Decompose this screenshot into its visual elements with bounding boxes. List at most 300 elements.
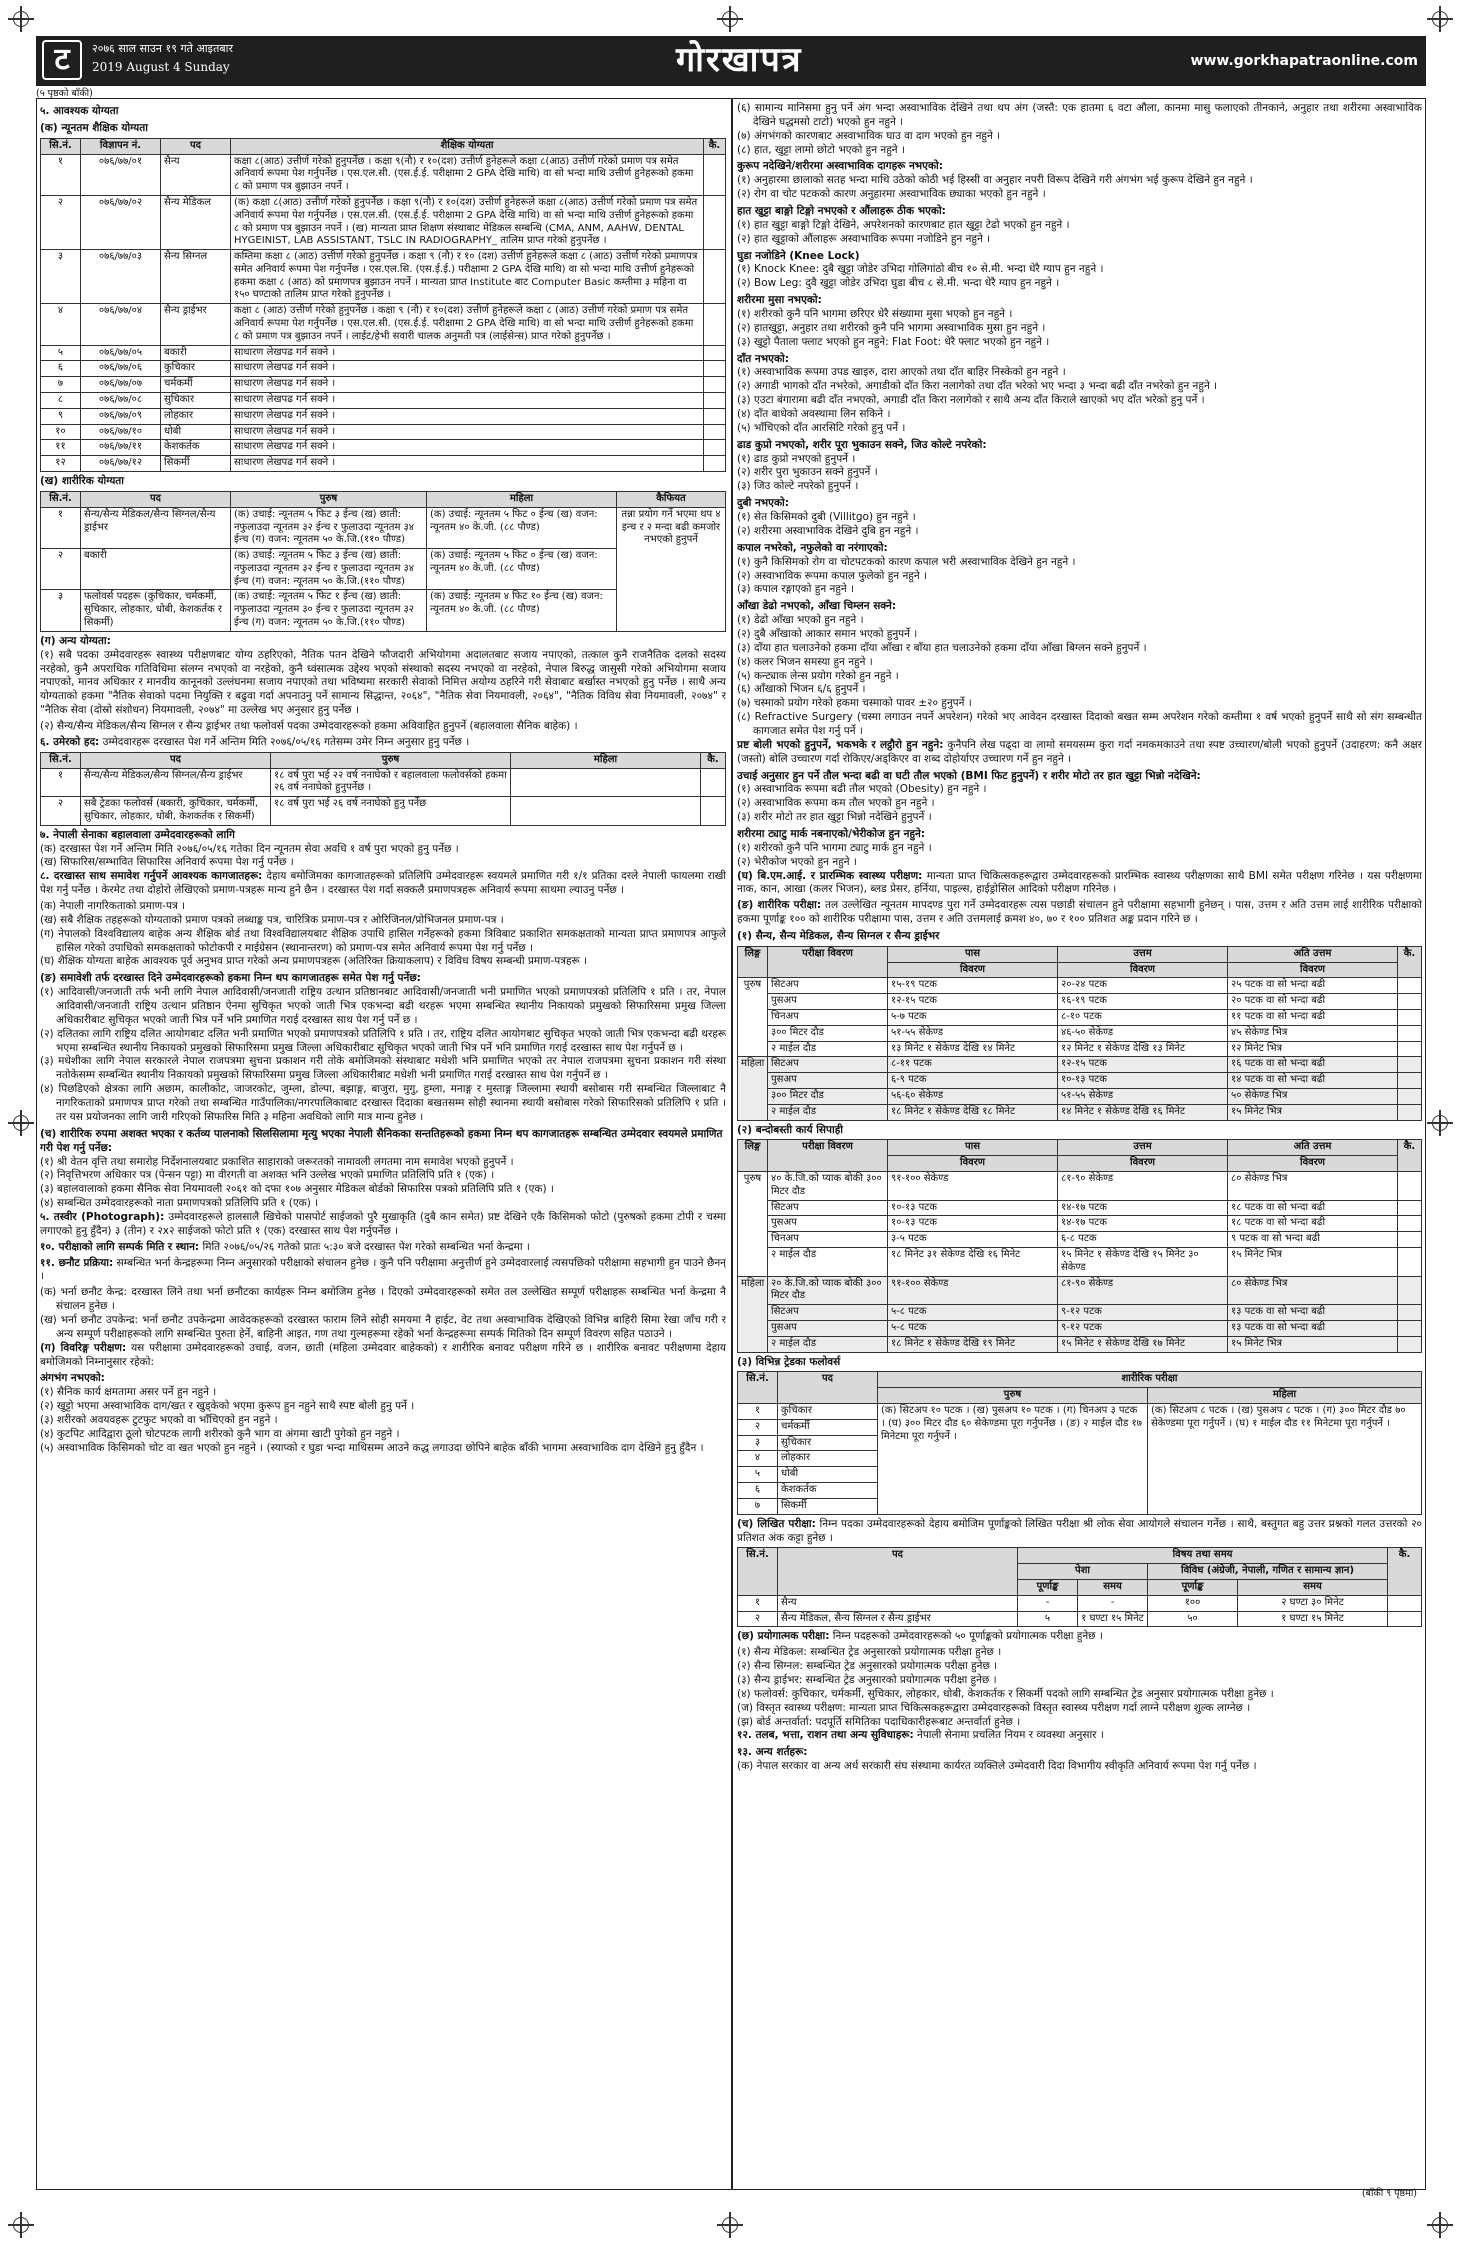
table-row [738,1200,1422,1216]
other-qualifications-text: (१) सबै पदका उम्मेदवारहरू स्वास्थ्य परीक्षणबाट योग्य ठहरिएको, नैतिक पतन देखिने फौजदारी अभियोगमा अदालतबाट सजाय नपाएको, तत्काल कुनै राजनैतिक दलको सदस्य नरहेको, कुनै अपराधिक गतिविधिमा संलग्न नभएको वा नरहेको, कुनै ध्वंसात्मक उद्देश्य भएको संस्थाको सदस्य नभएको वा नरहेको, नेपाल बिरुद्ध जासुसी गरेको अभियोगमा सजाय नपाएको, मानव अधिकार र मानवीय कानूनको उल्लंघनमा सजाय नपाएको तथा भविष्यमा सरकारी सेवाको निमित्त अयोग्य ठहरिने गरी सेवाबाट बर्खास्त नभएको हुनु पर्नेछ । साथै अन्य योग्यताको हकमा "नैतिक सेवाको पदमा नियुक्ति र बढुवा गर्दा अपनाउनु पर्ने सामान्य सिद्धान्त, २०६४", "नैतिक सेवा नियमावली, २०६४", "नैतिक विविध सेवा नियमावली, २०७४" र "नैतिक सेवा (दोस्रो संशोधन) नियमावली, २०७४" मा उल्लेख भए अनुसार हुनु पर्नेछ । [40,648,726,717]
list-item: (झ) बोर्ड अन्तर्वार्ता: पदपूर्ति समितिका पदाधिकारीहरूबाट अन्तर्वार्ता हुनेछ । [737,1715,1021,1728]
table-cell: सैन्य सिग्नल [161,250,231,304]
table-cell: ५१-५५ सेकेण्ड [888,1025,1058,1041]
table-cell: ३ [41,250,81,304]
table-cell: ४० के.जि.को प्याक बोकी ३०० मिटर दौड [768,1172,888,1201]
continued-note: (५ पृष्ठको बाँकी) [36,88,93,99]
table-cell: १३ पटक वा सो भन्दा बढी [1228,1305,1398,1321]
column-header: परीक्षा विवरण [768,946,888,978]
table-cell: १८ वर्ष पुरा भई २२ वर्ष ननाघेको र बहालवाला फलोवर्सको हकमा २६ वर्ष ननाघेको हुनुपर्नेछ । [271,768,511,797]
table-cell: ०७६/७७/११ [81,440,161,456]
table-cell: सैन्य मेडिकल [161,195,231,249]
list-item: (१) सेत किसिमको दुबी (Villitgo) हुन नहुने । [737,511,916,524]
table-cell: २ माईल दौड [768,1041,888,1057]
section-heading: दुबी नभएको: [737,497,789,510]
table-cell: ०७६/७७/१२ [81,456,161,472]
column-header: उत्तम [1058,946,1228,962]
section-heading: (३) विभिन्न ट्रेडका फलोवर्स [737,1355,841,1368]
table-cell: ६-९ पटक [888,1073,1058,1089]
table-cell: सबै ट्रेडका फलोवर्स (बकारी, कुचिकार, चर्मकर्मी, सुचिकार, लोहकार, धोबी, केशकर्तक र सिकर्मी) [81,797,271,826]
table-row [41,195,726,249]
table-cell: ३०० मिटर दौड [768,1025,888,1041]
column-header: पास [888,1140,1058,1156]
table-cell: - [1078,1595,1148,1611]
table-cell: पुसअप [768,1216,888,1232]
table-row [41,377,726,393]
table-cell: १ [41,154,81,195]
physical-qualification-table [40,491,726,632]
list-item: (३) शरीरको अवयवहरू टुटफुट भएको वा भाँचिएको हुन नहुने । [40,1413,278,1426]
table-cell: ५ [738,1467,778,1483]
table-cell: १८ मिनेट १ सेकेण्ड देखि १९ मिनेट [888,1336,1058,1352]
table-row [738,994,1422,1010]
list-item: (५) भाँचिएको दाँत आरसिटि गरेको हुनु पर्ने । [737,421,906,434]
table-cell: २० पटक वा सो भन्दा बढी [1228,994,1398,1010]
list-item: (क) नेपाली नागरिकताको प्रमाण-पत्र । [40,900,186,913]
table-cell: ०७६/७७/०५ [81,345,161,361]
list-item: (३) शरीर मोटो तर हात खुट्टा भिन्नो नदेखिने हुनुपर्ने । [737,811,932,824]
section-heading: हात खुट्टा बाङ्गो टिङ्गो नभएको र औंलाहरू ठीक भएको: [737,205,946,218]
list-item: (१) श्री वेतन वृत्ति तथा समारोह निर्देशनालयबाट प्रकाशित साहाराको जरूरतको नामावली लगतमा नाम समावेश भएको हुनुपर्ने । [40,1155,514,1168]
column-subheader: विवरण [1058,962,1228,978]
list-item: (३) सैन्य ड्राईभर: सम्बन्धित ट्रेड अनुसारको प्रयोगात्मक परीक्षा हुनेछ । [737,1673,997,1686]
female-test-cell: (क) सिटअप ८ पटक । (ख) पुसअप ८ पटक । (ग) ३०० मिटर दौड ७० सेकेण्डमा पूरा गर्नुपर्ने । (घ) १ माईल दौड ११ मिनेटमा पूरा गर्नुपर्ने । [1148,1404,1422,1515]
screening-text: यस परीक्षामा उम्मेदवारहरूको उचाई, वजन, छाती (महिला उम्मेदवार बाहेकको) र शारीरिक बनावट परीक्षण गरिने छ । शारीरिक बनावट परीक्षणमा देहाय बमोजिमको निम्नानुसार रहेको: [40,1341,726,1368]
table-cell: ७ [41,377,81,393]
section-heading: दाँत नभएको: [737,352,789,365]
table-row [41,440,726,456]
list-item: (२) खुट्टो भएमा अस्वाभाविक दाग/खत र खुड्केको भएमा कुरूप हुन नहुने साथै स्पष्ट बोली हुनु पर्ने । [40,1400,415,1413]
table-cell: फलोवर्स पदहरू (कुचिकार, चर्मकर्मी, सुचिकार, लोहकार, धोबी, केशकर्तक र सिकर्मी) [81,590,231,631]
physical-exam-text: तल उल्लेखित न्यूनतम मापदण्ड पुरा गर्ने उम्मेदवारहरू त्यस पछाडी संचालन हुने परीक्षामा सहभागी हुनेछन् । पास, उत्तम र अति उत्तम लाई शारीरिक परीक्षाको हकमा पूर्णाङ्क १०० को शारीरिक परीक्षामा पास, उत्तम र अति उत्तमलाई क्रमश ४०, ७० र १०० प्रतिशत अङ्क प्रदान गरिने छ । [737,899,1422,926]
table-cell: १ [738,1595,778,1611]
section-heading: (ङ) समावेशी तर्फ दरखास्त दिने उम्मेदवारहरूको हकमा निम्न थप कागजातहरू समेत पेश गर्नु पर्नेछ: [40,972,421,985]
section-heading: १२. तलब, भत्ता, राशन तथा अन्य सुविधाहरू: [737,1729,914,1742]
section-heading: अंगभंग नभएको: [40,1372,105,1385]
column-header: सि.नं. [41,138,81,154]
table-cell: (क) उचाई: न्यूनतम ४ फिट १० ईन्च (ख) वजन: न्यूनतम ४० के.जी. (८८ पौण्ड) [427,590,617,631]
table-cell [1398,978,1422,994]
table-cell: ९-१२ पटक [1058,1321,1228,1337]
table-cell [704,250,726,304]
table-cell [1398,994,1422,1010]
table-row [738,1216,1422,1232]
column-header: कै. [701,752,726,768]
table-cell: १४-१७ पटक [1058,1216,1228,1232]
list-item: (ख) सिफारिस/सम्भावित सिफारिस अनिवार्य रूपमा पेश गर्नु पर्नेछ । [40,856,294,869]
table-cell: ८० सेकेण्ड भित्र [1228,1172,1398,1201]
newspaper-title: गोरखापत्र [676,40,803,80]
table-cell: २ [41,549,81,590]
table-cell [1398,1232,1422,1248]
table-cell: ५० सेकेण्ड भित्र [1228,1089,1398,1105]
column-header: सि.नं. [738,1372,778,1404]
table-cell: कम्तिमा कक्षा ८ (आठ) उत्तीर्ण गरेको हुनुपर्नेछ । कक्षा ९ (नौ) र १० (दश) उत्तीर्ण हुनेहरूले कक्षा ८ (आठ) उत्तीर्ण गरेको प्रमाणपत्र समेत अनिवार्य रूपमा पेश गर्नुपर्नेछ । एस.एल.सि. (एस.ई.ई.) परीक्षामा 2 GPA देखि माथि) वा सो भन्दा माथि उत्तीर्ण हुनेहरूको हकमा कक्षा ८ (आठ) को प्रमाणपत्र बुझाउन नपर्ने । मान्यता प्राप्त Institute बाट Computer Basic कम्तीमा ३ महिना वा १५० घण्टाको तालिम प्राप्त गरेको हुनुपर्नेछ । [231,250,704,304]
table-cell: ७ [738,1498,778,1514]
list-item: (५) अस्वाभाविक किसिमको चोट वा खत भएको हुन नहुने । (स्याप्को र घुडा भन्दा माथिसम्म आउने कद्ध लगाउदा छोपिने बाहेक बाँकी भागमा अस्वाभाविक दाग देखिने हुनु हुँदैन । [40,1441,704,1454]
table-cell: साधारण लेखपढ गर्न सक्ने । [231,440,704,456]
registration-mark-top-left [8,6,34,32]
table-cell: २ माईल दौड [768,1336,888,1352]
table-cell: १४ पटक वा सो भन्दा बढी [1228,1073,1398,1089]
table-row [738,1073,1422,1089]
table-cell: ६ [738,1483,778,1499]
table-cell: १४ मिनेट १ सेकेण्ड देखि १६ मिनेट [1058,1104,1228,1120]
section-heading: ८. दरखास्त साथ समावेश गर्नुपर्ने आवश्यक कागजातहरू: [40,870,263,883]
table-cell: ५ [41,345,81,361]
table-cell: १८ मिनेट ३१ सेकेण्ड देखि १६ मिनेट [888,1248,1058,1277]
table-cell: कुचिकार [778,1404,878,1420]
column-header: पद [81,752,271,768]
gender-cell: महिला [738,1276,768,1352]
remark-cell: तन्ना प्रयोग गर्ने भएमा थप ४ इन्च र २ मन्दा बढी कमजोर नभएको हुनुपर्ने [617,507,726,631]
table-cell: १३ मिनेट १ सेकेण्ड देखि १४ मिनेट [888,1041,1058,1057]
table-cell [704,195,726,249]
column-header: पद [778,1372,878,1404]
table-cell: ११ [41,440,81,456]
list-item: (३) जिउ कोल्टे नपरेको हुनुपर्ने । [737,480,859,493]
table-cell: लोहकार [161,408,231,424]
list-item: (२) हात खुट्टाको औंलाहरू अस्वाभाविक रूपमा नजोडिने हुन नहुने । [737,232,991,245]
table-cell: १५-१९ पटक [888,978,1058,994]
table-cell: १ [41,768,81,797]
column-header: सि.नं. [738,1548,778,1595]
table-cell: १६-१९ पटक [1058,994,1228,1010]
table-cell: सिटअप [768,1200,888,1216]
table-cell: १६ पटक वा सो भन्दा बढी [1228,1057,1398,1073]
registration-mark-mid-left [8,1110,34,1136]
list-item: (१) Knock Knee: दुबै खुट्टा जोडेर उभिदा गोलिगांठो बीच १० से.मी. भन्दा धेरै ग्याप हुन नहुने । [737,263,1104,276]
column-header: अति उत्तम [1228,1140,1398,1156]
table-cell: बकारी [81,549,231,590]
table-cell: (क) उचाई: न्यूनतम ५ फिट ० ईन्च (ख) वजन: न्यूनतम ४० के.जी. (८८ पौण्ड) [427,549,617,590]
list-item: (६) सामान्य मानिसमा हुनु पर्ने अंग भन्दा अस्वाभाविक देखिने तथा थप अंग (जस्तै: एक हातमा ६ वटा औला, कानमा मासु फलाएको तीनकाने, अनुहार तथा शरीरमा अस्वाभाविक देखिने घद्धमसो टाटो) भएको हुन नहुने । [737,102,1422,128]
table-cell: (क) उचाई: न्यूनतम ५ फिट ३ ईन्च (ख) छाती: नफुलाउदा न्यूनतम ३२ ईन्च र फुलाउदा न्यूनतम ३४ ईन्च (ग) वजन: न्यूनतम ५० के.जि.(११० पौण्ड) [231,549,427,590]
table-row [738,1595,1422,1611]
table-cell: ९ पटक वा सो भन्दा बढी [1228,1232,1398,1248]
column-subheader: विवरण [888,1156,1058,1172]
column-subheader: विवरण [888,962,1058,978]
age-limit-table [40,752,726,826]
table-cell: साधारण लेखपढ गर्न सक्ने । [231,377,704,393]
section-heading: कपाल नभरेको, नफुलेको वा नरंगाएको: [737,541,888,554]
table-row [41,408,726,424]
list-item: (३) कपाल रङ्गाएको हुन नहुने । [737,583,855,596]
table-cell: ८-१० पटक [1058,1010,1228,1026]
column-header: कै. [1398,946,1422,978]
table-cell: ५० [1148,1611,1238,1627]
column-divider [731,98,733,2190]
section-heading: शरीरमा मुसा नभएको: [737,294,822,307]
table-cell [1398,1305,1422,1321]
bmi-exam-text: मान्यता प्राप्त चिकित्सकहरूद्वारा उम्मेदवारहरूको प्रारम्भिक स्वास्थ्य परीक्षणका साथै BMI समेत परीक्षण गरिनेछ । यस परीक्षणमा नाक, कान, आखा (कलर भिजन), ब्लड प्रेसर, हर्निया, पाइल्स, हाईड्रोसिल आदिको परीक्षण गरिनेछ । [737,869,1422,896]
header-row [738,1372,1422,1388]
table-cell [1398,1010,1422,1026]
section-heading: (छ) प्रयोगात्मक परीक्षा: [737,1630,830,1643]
table-cell: ५६-६० सेकेण्ड [888,1089,1058,1105]
list-item: (१) सैन्य मेडिकल: सम्बन्धित ट्रेड अनुसारको प्रयोगात्मक परीक्षा हुनेछ । [737,1646,1002,1659]
table-cell: ८१-९० सेकेण्ड [1058,1276,1228,1305]
column-subheader: विवरण [1228,962,1398,978]
table-cell: साधारण लेखपढ गर्न सक्ने । [231,408,704,424]
list-item: (१) अनुहारमा छालाको सतह भन्दा माथि उठेको कोठी भई हिस्सी वा अनुहार नपरी विरूप देखिने गरी अंगभंग भई कुरूप देखिने हुन नहुने । [737,174,1253,187]
table-cell [1398,1104,1422,1120]
column-subheader: पुरुष [878,1388,1148,1404]
section-heading: ५. तस्वीर (Photograph): [40,1210,165,1223]
column-subheader: विवरण [1058,1156,1228,1172]
table-cell: ३०० मिटर दौड [768,1089,888,1105]
table-cell: १३ पटक वा सो भन्दा बढी [1228,1321,1398,1337]
list-item: (२) दुबै आँखाको आकार समान भएको हुनुपर्ने । [737,627,918,640]
table-row [738,1057,1422,1073]
header-row [738,1548,1422,1564]
table-cell [704,154,726,195]
column-subheader: विवरण [1228,1156,1398,1172]
list-item: (४) कलर भिजन समस्या हुन नहुने । [737,655,873,668]
section-heading: ६. उमेरको हद: [40,735,100,748]
list-item: (४) पिछडिएको क्षेत्रका लागि अछाम, कालीकोट, जाजरकोट, जुम्ला, डोल्पा, बझाङ्ग, बाजुरा, मुगु, हुम्ला, मनाङ्ग र मुस्ताङ्ग जिल्लामा स्थायी बसोबास गरी सम्बन्धित जिल्लाबाट नै नागरिकताको प्रमाणपत्र प्राप्त गरेको तथा सम्बन्धित गाउँपालिका/नगरपालिकाबाट दरखास्त दिदाका बखतसम्म सोही स्थानमा स्थायी बसोबास गरेको सिफारिसको प्रतिलिपि १ प्रति । तर यस प्रयोजनका लागि जारी गरिएको सिफारिस मिति ३ महिना अवधिको लागि मात्र मान्य हुनेछ । [40,1083,726,1123]
table-cell: - [1018,1595,1078,1611]
newspaper-logo: ट [42,40,82,80]
column-header: पद [81,491,231,507]
table-cell: ६ [41,361,81,377]
male-test-cell: (क) सिटअप १० पटक । (ख) पुसअप १० पटक । (ग) चिनअप ३ पटक । (घ) ३०० मिटर दौड ६० सेकेण्डमा पूरा गर्नुपर्नेछ । (ङ) २ माईल दौड १७ मिनेटमा पूरा गर्नुपर्ने । [878,1404,1148,1515]
table-row [41,768,726,797]
table-cell: ११ पटक वा सो भन्दा बढी [1228,1010,1398,1026]
section-heading: प्रष्ट बोली भएको हुनुपर्ने, भकभके र लट्ठौरो हुन नहुने: [737,738,944,751]
table-cell: चर्मकर्मी [161,377,231,393]
table-cell: ४६-५० सेकेण्ड [1058,1025,1228,1041]
list-item: (१) सैनिक कार्य क्षमतामा असर पर्ने हुन नहुने । [40,1386,217,1399]
table-cell: सिटअप [768,978,888,994]
age-limit-text: उम्मेदवारहरू दरखास्त पेश गर्ने अन्तिम मिति २०७६/०५/१६ गतेसम्म उमेर निम्न अनुसार हुनु पर्नेछ । [102,735,470,748]
table-cell: केशकर्तक [161,440,231,456]
table-cell: १ [738,1404,778,1420]
column-header: कै. [704,138,726,154]
registration-mark-top-right [1427,6,1453,32]
section-heading: १३. अन्य शर्तहरू: [737,1746,808,1759]
table-cell: ४ [41,304,81,345]
list-item: (७) अंगभंगको कारणबाट अस्वाभाविक घाउ वा दाग भएको हुन नहुने । [737,129,1001,142]
column-header: पद [778,1548,1018,1595]
table-cell: साधारण लेखपढ गर्न सक्ने । [231,456,704,472]
table-cell [511,797,701,826]
table-cell: ८-११ पटक [888,1057,1058,1073]
table-cell: कक्षा ८(आठ) उत्तीर्ण गरेको हुनुपर्नेछ । कक्षा ९(नौ) र १०(दश) उत्तीर्ण हुनेहरूले कक्षा ८(आठ) उत्तीर्ण गरेको प्रमाण पत्र समेत अनिवार्य रूपमा पेश गर्नुपर्नेछ । एस.एल.सी. (एस.ई.ई. परीक्षामा 2 GPA देखि माथि) वा सो भन्दा माथि उत्तीर्ण हुनेहरूको हकमा ८ को प्रमाण पत्र बुझाउन नपर्ने । [231,154,704,195]
list-item: (४) सम्बन्धित उम्मेदवारहरूको नाता प्रमाणपत्रको प्रतिलिपि प्रति १ (एक) । [40,1197,319,1210]
table-row [738,1089,1422,1105]
table-row [41,250,726,304]
table-cell: ९ [41,408,81,424]
section-heading: ढाड कुप्रो नभएको, शरीर पूरा भुकाउन सक्ने, जिउ कोल्टे नपरेको: [737,438,987,451]
table-row [738,1025,1422,1041]
table-cell: १ घण्टा १५ मिनेट [1238,1611,1388,1627]
table-cell: सैन्य [161,154,231,195]
table-row [41,304,726,345]
section-heading: ७. नेपाली सेनाका बहालवाला उम्मेदवारहरूको लागि [40,828,235,841]
table-cell: २ [41,797,81,826]
table-cell: १५ मिनेट भित्र [1228,1248,1398,1277]
list-item: (२) अस्वाभाविक रूपमा कपाल फुलेको हुन नहुने । [737,569,928,582]
table-cell [1398,1041,1422,1057]
table-cell [1398,1073,1422,1089]
table-cell: चर्मकर्मी [778,1419,878,1435]
table-cell: २०-२४ पटक [1058,978,1228,994]
section-heading: ५. आवश्यक योग्यता [40,105,119,117]
table-row [41,393,726,409]
section-heading: शरीरमा ट्याटु मार्क नबनाएको/भेरीकोज हुन नहुने: [737,827,926,840]
column-header: विषय तथा समय [1018,1548,1388,1564]
list-item: (२) शरीरमा अस्वाभाविक देखिने दुबि हुन नहुने । [737,524,919,537]
section-heading: (ग) विवरिङ्ग परीक्षण: [40,1341,127,1354]
table-cell [1398,1172,1422,1201]
list-item: (१) डेढो आँखा भएको हुन नहुने । [737,614,864,627]
table-cell: सैन्य मेडिकल, सैन्य सिग्नल र सैन्य ड्राईभर [778,1611,1018,1627]
table-cell: ३ [41,590,81,631]
list-item: (८) Refractive Surgery (चस्मा लगाउन नपर्ने अपरेशन) गरेको भए आवेदन दरखास्त दिदाको बखत सम्म अपरेशन गरेको कम्तीमा १ वर्ष भएको हुनुपर्ने साथै सो संग सम्बन्धीत कागजात समेत पेश गर्नु पर्ने । [737,711,1422,737]
section-heading: (च) लिखित परीक्षा: [737,1517,816,1530]
table-cell: १८ मिनेट १ सेकेण्ड देखि १८ मिनेट [888,1104,1058,1120]
list-item: (२) हातखुट्टा, अनुहार तथा शरीरको कुनै पनि भागमा अस्वाभाविक मुसा हुन नहुने । [737,321,1046,334]
table-cell: सैन्य [778,1595,1018,1611]
table-cell: पुसअप [768,1321,888,1337]
column-subheader: पूर्णाङ्क [1018,1579,1078,1595]
section-heading: उचाई अनुसार हुन पर्ने तौल भन्दा बढी वा घटी तौल भएको (BMI फिट हुनुपर्ने) र शरीर मोटो तर हात खुट्टा भिन्नो नदेखिने: [737,769,1201,782]
table-cell: ०७६/७७/०७ [81,377,161,393]
table-cell [704,304,726,345]
list-item: (५) कन्ट्याक लेन्स प्रयोग गरेको हुन नहुने । [737,669,899,682]
table-cell: १०-१३ पटक [888,1200,1058,1216]
table-cell: ३-५ पटक [888,1232,1058,1248]
column-header: उत्तम [1058,1140,1228,1156]
table-cell: ४५ सेकेण्ड भित्र [1228,1025,1398,1041]
table-row [41,424,726,440]
table-cell: सिटअप [768,1057,888,1073]
table-cell: १०-१३ पटक [1058,1073,1228,1089]
table-row [738,1248,1422,1277]
list-item: (३) बहालवालाको हकमा सैनिक सेवा नियमावली २०६१ को दफा १०७ अनुसार मेडिकल बोर्डको सिफारिस पत्रको प्रतिलिपि प्रति १ (एक) । [40,1183,554,1196]
list-item: (१) अस्वाभाविक रूपमा उपड खाइरु, दारा आएको तथा दाँत बाहिर निस्केको हुन नहुने । [737,366,1066,379]
list-item: (ग) नेपालको विश्वविद्यालय बाहेक अन्य शैक्षिक बोर्ड तथा विश्वविद्यालयबाट शैक्षिक उपाधि हासिल गर्नेहरूको हकमा त्रिविबाट प्रकाशित समकक्षताको मान्यता प्राप्त प्रमाणपत्र आफुले हासिल गरेको उपाधिको समकक्षताको फोटोकपी र माईग्रेसन (स्थानान्तरण) को प्रमाण-पत्र समेत अनिवार्य रूपमा पेश गर्नु पर्नेछ । [40,927,726,954]
section-heading: ११. छनौट प्रक्रिया: [40,1256,114,1269]
photograph-text: उम्मेदवारहरूले हालसालै खिचेको पासपोर्ट साईजको पुरै मुखाकृति (दुबै कान समेत) प्रष्ट देखिने एकै किसिमको फोटो (पुरुषको हकमा टोपी र चस्मा लगाएको हुनु हुँदैन) ३ (तीन) र २x२ साईजको फोटो प्रति १ (एक) दरखास्त साथ पेश गर्नुपर्नेछ । [40,1210,726,1237]
table-cell: साधारण लेखपढ गर्न सक्ने । [231,393,704,409]
table-cell [704,456,726,472]
list-item: (१) शरीरको कुनै पनि भागमा छरिएर धेरै संख्यामा मुसा भएको हुन नहुने । [737,308,1013,321]
registration-mark-bottom-left [8,2212,34,2238]
table-row [738,1336,1422,1352]
salary-text: नेपाली सेनामा प्रचलित नियम र व्यवस्था अनुसार । [917,1729,1104,1742]
table-cell: १८ वर्ष पुरा भई २६ वर्ष ननाघेको हुनु पर्नेछ [271,797,511,826]
list-item: (३) एउटा बंगारामा बढी दाँत नभएको, अगाडी दाँत किरा नलागेको र साथै अन्य दाँत किराले खाएको भए दाँत भरेको हुनु पर्ने । [737,394,1205,407]
table-cell: २ माईल दौड [768,1104,888,1120]
table-cell [704,377,726,393]
table-row [41,797,726,826]
list-item: (७) चस्माको प्रयोग गरेको हकमा चस्माको पावर ±२० हुनुपर्ने । [737,697,972,710]
table-cell: ०७६/७७/०३ [81,250,161,304]
table-cell: १२-१५ पटक [888,994,1058,1010]
table-row [738,1404,1422,1420]
column-header: कै. [1388,1548,1422,1595]
table-cell: ९-१२ पटक [1058,1305,1228,1321]
table-cell: १ घण्टा १५ मिनेट [1078,1611,1148,1627]
table-cell: पुसअप [768,994,888,1010]
table-cell: २० के.जि.को प्याक बोकी ३०० मिटर दौड [768,1276,888,1305]
gender-cell: पुरुष [738,978,768,1057]
list-item: (ज) विस्तृत स्वास्थ्य परीक्षण: मान्यता प्राप्त चिकित्सकहरूद्वारा उम्मेदवारहरूको विस्तृत स्वास्थ्य परीक्षण गर्दा लाग्ने परीक्षण शुल्क लाग्नेछ । [737,1701,1251,1714]
table-row [738,1104,1422,1120]
table-cell [704,440,726,456]
table-cell: १५ मिनेट भित्र [1228,1336,1398,1352]
section-heading: १०. परीक्षाको लागि सम्पर्क मिति र स्थान: [40,1240,200,1253]
table-row [738,1041,1422,1057]
column-header: पुरुष [231,491,427,507]
table-cell: १० [41,424,81,440]
left-column [40,102,726,2186]
column-header: अति उत्तम [1228,946,1398,962]
physical-test-table-1 [737,946,1422,1121]
written-exam-table [737,1547,1422,1627]
table-cell: (क) उचाई: न्यूनतम ५ फिट ० ईन्च (ख) वजन: न्यूनतम ४० के.जी. (८८ पौण्ड) [427,507,617,548]
list-item: (४) फलोवर्स: कुचिकार, चर्मकर्मी, सुचिकार, लोहकार, धोबी, केशकर्तक र सिकर्मी पदको लागि सम्बन्धित ट्रेड अनुसार प्रयोगात्मक परीक्षा हुनेछ । [737,1687,1274,1700]
table-cell: ०७६/७७/०१ [81,154,161,195]
registration-mark-bottom-right [1427,2212,1453,2238]
column-header: परीक्षा विवरण [768,1140,888,1172]
column-header: लिङ्ग [738,946,768,978]
column-header: पद [161,138,231,154]
website-url[interactable]: www.gorkhapatraonline.com [1190,53,1418,69]
column-header: पास [888,946,1058,962]
registration-mark-bottom-center [717,2212,743,2238]
table-cell [704,345,726,361]
table-cell: साधारण लेखपढ गर्न सक्ने । [231,345,704,361]
table-cell: साधारण लेखपढ गर्न सक्ने । [231,424,704,440]
header-row [738,946,1422,962]
list-item: (२) निवृत्तिभरण अधिकार पत्र (पेन्सन पट्टा) मा वीरगती वा अशक्त भनि उल्लेख भएको प्रमाणित प्रतिलिपि प्रति १ (एक) । [40,1169,495,1182]
table-cell: ०७६/७७/१० [81,424,161,440]
table-row [41,361,726,377]
column-header: महिला [427,491,617,507]
list-item: (२) भेरीकोज भएको हुन नहुने । [737,855,857,868]
table-cell: केशकर्तक [778,1483,878,1499]
registration-mark-top-center [717,6,743,32]
table-cell: २ [738,1419,778,1435]
table-cell [1398,1248,1422,1277]
table-row [738,1305,1422,1321]
education-table [40,138,726,472]
other-conditions-text: (क) नेपाल सरकार वा अन्य अर्ध सरकारी संघ संस्थामा कार्यरत व्यक्तिले उम्मेदवारी दिदा विभागीय स्वीकृति अनिवार्य रूपमा पेश गर्नु पर्नेछ । [737,1760,1257,1773]
table-cell: ०७६/७७/०४ [81,304,161,345]
section-heading: कुरूप नदेखिने/शरीरमा अस्वाभाविक दागहरू नभएको: [737,160,943,173]
speech-text: कुनैपनि लेख पढ्दा वा लामो समयसम्म कुरा गर्दा नमकमकाउने तथा स्पष्ट उच्चारण/बोली भएको हुनुपर्ने (उदाहरण: कनै अक्षर (जस्तो) बोलि उच्चारण गर्दा रोकिएर/अड्किएर वा शब्द दोहोर्याएर उच्चारण गर्ने हुन नहुने । [737,738,1422,765]
column-header: शैक्षिक योग्यता [231,138,704,154]
table-cell: (क) उचाई: न्यूनतम ५ फिट १ ईन्च (ख) छाती: नफुलाउदा न्यूनतम ३० ईन्च र फुलाउदा न्यूनतम ३२ ईन्च (ग) वजन: न्यूनतम ५० के.जि.(११० पौण्ड) [231,590,427,631]
table-cell [1388,1611,1422,1627]
followers-test-table [737,1371,1422,1514]
column-subheader: महिला [1148,1388,1422,1404]
table-cell: सैन्य/सैन्य मेडिकल/सैन्य सिग्नल/सैन्य ड्राईभर [81,507,231,548]
table-cell: १४-१७ पटक [1058,1200,1228,1216]
table-cell [704,408,726,424]
table-cell: ३ [738,1435,778,1451]
table-cell: ५-७ पटक [888,1010,1058,1026]
list-item: (२) दलितका लागि राष्ट्रिय दलित आयोगबाट दलित भनी प्रमाणित भएको प्रमाणपत्रको प्रतिलिपि १ प्रति । तर, राष्ट्रिय दलित आयोगबाट सुचिकृत भएको जाती भित्र एकभन्दा बढी थरहरू भएमा सम्बन्धित स्थानीय निकायको प्रमुखको सिफारिसमा प्रमुख जिल्ला अधिकारीबाट सुचिकृत भएको जाती भित्र पर्ने भनि प्रमाणित गराई दरखास्त साथ पेश गर्नुपर्ने छ । [40,1027,726,1054]
list-item: (४) कुटपिट आदिद्वारा ठूलो चोटपटक लागी शरीरको कुनै भाग वा अंगमा खाटी पुगेको हुन नहुने । [40,1427,400,1440]
table-cell: १८ पटक वा सो भन्दा बढी [1228,1200,1398,1216]
table-cell: ८० सेकेण्ड भित्र [1228,1276,1398,1305]
list-item: (८) हात, खुट्टा लामो छोटो भएको हुन नहुने । [737,143,905,156]
list-item: (ख) भर्ना छनौट उपकेन्द्र: भर्ना छनौट उपकेन्द्रमा आवेदकहरूको दरखास्त फाराम लिने सोही समयमा नै हाईट, वेट तथा अस्वाभाविक देखिएको विभिन्न बाहिरी सिमा रेखा जाँच गरी र अन्य सम्पूर्ण परीक्षाहरूको लागि सम्बन्धित पुरुता हेर्ने, बाहिनी आइत, गण तथा गुल्महरूमा रहेको भर्ना केन्द्रहरूमा सम्पर्क मितिको दिन सम्पूर्ण विवरण सहित पठाउने । [40,1313,726,1340]
